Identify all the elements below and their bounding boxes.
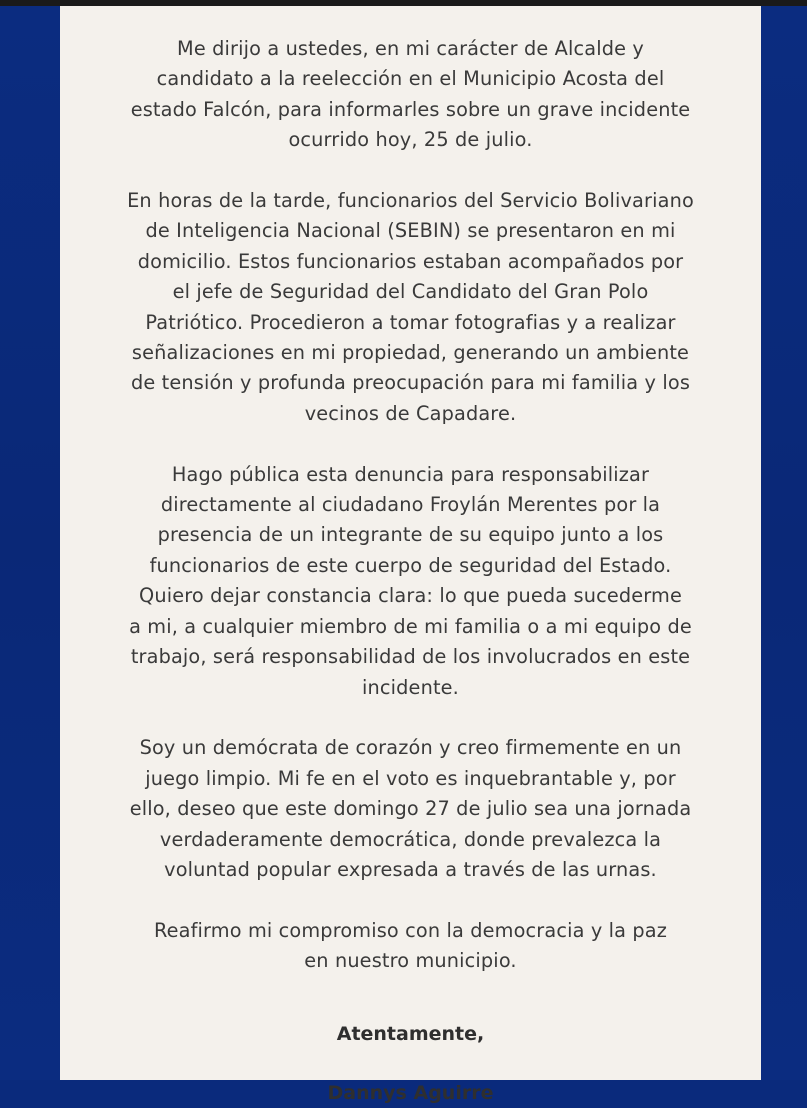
text-line: de tensión y profunda preocupación para mi familia y los [130,371,691,395]
text-line: a mi, a cualquier miembro de mi familia o a mi equipo de [129,614,692,638]
text-line: trabajo, será responsabilidad de los involucrados en este [130,645,691,669]
paragraph-democracy-statement [78,733,743,885]
text-line: señalizaciones en mi propiedad, generando un ambiente [131,341,690,365]
text-line: Quiero dejar constancia clara: lo que pueda sucederme [139,584,682,608]
text-line: directamente al ciudadano Froylán Merentes por la [160,493,661,517]
text-line: Me dirijo a ustedes, en mi carácter de Alcalde y [177,37,644,60]
text-line: vecinos de Capadare. [304,401,517,425]
paragraph-denunciation [78,460,743,703]
text-line: ocurrido hoy, 25 de julio. [288,128,533,152]
text-line: domicilio. Estos funcionarios estaban acompañados por [137,249,684,273]
text-line: Soy un demócrata de corazón y creo firmemente en un [139,736,682,760]
text-line: en nuestro municipio. [304,949,517,973]
text-line: En horas de la tarde, funcionarios del Servicio Bolivariano [127,189,694,213]
text-line: Reafirmo mi compromiso con la democracia y la paz [153,918,668,942]
paragraph-incident-description [78,186,743,429]
paragraph-introduction [78,34,743,156]
paragraph-reaffirmation [78,916,743,977]
text-line: verdaderamente democrática, donde prevalezca la [159,827,662,851]
letter-document [60,6,761,1104]
text-line: Patriótico. Procedieron a tomar fotografias y a realizar [145,310,676,334]
text-line: el jefe de Seguridad del Candidato del Gran Polo [172,280,649,304]
text-line: presencia de un integrante de su equipo junto a los [157,523,664,547]
text-line: candidato a la reelección en el Municipio Acosta del [156,67,665,91]
text-line: juego limpio. Mi fe en el voto es inquebrantable y, por [145,766,676,790]
signature-name: Dannys Aguirre [327,1081,494,1104]
text-line: de Inteligencia Nacional (SEBIN) se presentaron en mi [145,219,676,243]
right-blue-border [761,6,807,1080]
text-line: funcionarios de este cuerpo de seguridad del Estado. [149,553,672,577]
letter-closing: Atentamente, [336,1022,485,1045]
text-line: incidente. [362,675,459,699]
text-line: estado Falcón, para informarles sobre un grave incidente [130,97,691,121]
left-blue-border [0,6,60,1080]
text-line: voluntad popular expresada a través de las urnas. [164,857,657,881]
text-line: ello, deseo que este domingo 27 de julio sea una jornada [129,797,692,821]
text-line: Hago pública esta denuncia para responsabilizar [171,462,650,486]
